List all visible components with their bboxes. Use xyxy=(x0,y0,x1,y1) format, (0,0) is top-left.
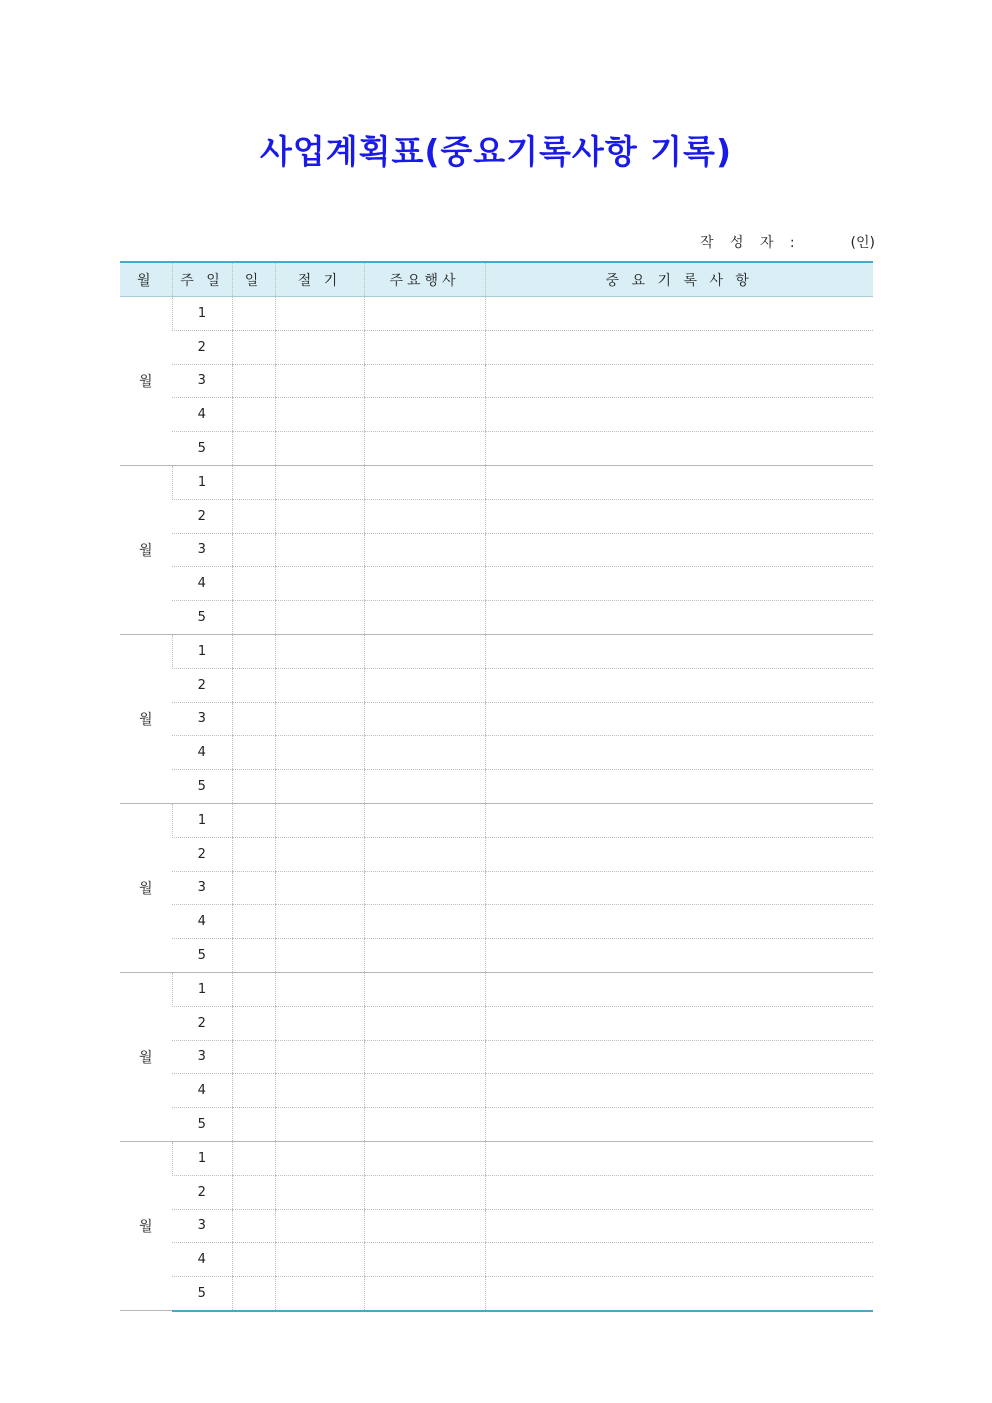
author-seal: (인) xyxy=(850,235,875,251)
table-row xyxy=(120,736,873,770)
table-row xyxy=(120,871,873,905)
month-cell[interactable]: 월 xyxy=(120,297,172,466)
important-notes-cell[interactable] xyxy=(485,533,873,567)
week-cell: 5 xyxy=(172,1108,232,1142)
week-cell: 4 xyxy=(172,398,232,432)
week-cell: 1 xyxy=(172,972,232,1006)
table-row xyxy=(120,601,873,635)
main-event-cell[interactable] xyxy=(364,939,485,973)
main-event-cell[interactable] xyxy=(364,837,485,871)
week-cell: 5 xyxy=(172,1277,232,1311)
week-cell: 5 xyxy=(172,601,232,635)
day-cell[interactable] xyxy=(232,1209,275,1243)
important-notes-cell[interactable] xyxy=(485,1141,873,1175)
day-cell[interactable] xyxy=(232,668,275,702)
season-cell[interactable] xyxy=(275,905,364,939)
table-row xyxy=(120,297,873,331)
important-notes-cell[interactable] xyxy=(485,330,873,364)
day-cell[interactable] xyxy=(232,702,275,736)
table-row xyxy=(120,330,873,364)
week-cell: 4 xyxy=(172,905,232,939)
season-cell[interactable] xyxy=(275,668,364,702)
plan-body xyxy=(120,297,873,1311)
table-row xyxy=(120,1209,873,1243)
week-cell: 3 xyxy=(172,533,232,567)
week-cell: 3 xyxy=(172,364,232,398)
day-cell[interactable] xyxy=(232,1006,275,1040)
table-row xyxy=(120,770,873,804)
main-event-cell[interactable] xyxy=(364,1277,485,1311)
important-notes-cell[interactable] xyxy=(485,837,873,871)
day-cell[interactable] xyxy=(232,1141,275,1175)
important-notes-cell[interactable] xyxy=(485,1277,873,1311)
main-event-cell[interactable] xyxy=(364,533,485,567)
main-event-cell[interactable] xyxy=(364,905,485,939)
day-cell[interactable] xyxy=(232,803,275,837)
week-cell: 3 xyxy=(172,1209,232,1243)
day-cell[interactable] xyxy=(232,297,275,331)
season-cell[interactable] xyxy=(275,533,364,567)
week-cell: 2 xyxy=(172,499,232,533)
season-cell[interactable] xyxy=(275,1277,364,1311)
week-cell: 5 xyxy=(172,939,232,973)
week-cell: 5 xyxy=(172,770,232,804)
table-row xyxy=(120,837,873,871)
week-cell: 3 xyxy=(172,1040,232,1074)
season-cell[interactable] xyxy=(275,1209,364,1243)
header-day: 일 xyxy=(232,262,275,297)
week-cell: 2 xyxy=(172,668,232,702)
table-row xyxy=(120,398,873,432)
season-cell[interactable] xyxy=(275,1243,364,1277)
main-event-cell[interactable] xyxy=(364,702,485,736)
main-event-cell[interactable] xyxy=(364,601,485,635)
important-notes-cell[interactable] xyxy=(485,803,873,837)
season-cell[interactable] xyxy=(275,1108,364,1142)
table-row xyxy=(120,1108,873,1142)
table-row xyxy=(120,533,873,567)
main-event-cell[interactable] xyxy=(364,803,485,837)
season-cell[interactable] xyxy=(275,702,364,736)
week-cell: 1 xyxy=(172,1141,232,1175)
day-cell[interactable] xyxy=(232,432,275,466)
season-cell[interactable] xyxy=(275,499,364,533)
season-cell[interactable] xyxy=(275,398,364,432)
table-row xyxy=(120,1040,873,1074)
main-event-cell[interactable] xyxy=(364,432,485,466)
season-cell[interactable] xyxy=(275,1040,364,1074)
week-cell: 1 xyxy=(172,465,232,499)
important-notes-cell[interactable] xyxy=(485,1175,873,1209)
main-event-cell[interactable] xyxy=(364,770,485,804)
season-cell[interactable] xyxy=(275,297,364,331)
table-row xyxy=(120,939,873,973)
main-event-cell[interactable] xyxy=(364,1006,485,1040)
season-cell[interactable] xyxy=(275,972,364,1006)
day-cell[interactable] xyxy=(232,1277,275,1311)
season-cell[interactable] xyxy=(275,837,364,871)
table-row xyxy=(120,1074,873,1108)
week-cell: 4 xyxy=(172,1074,232,1108)
important-notes-cell[interactable] xyxy=(485,465,873,499)
table-row xyxy=(120,1277,873,1311)
important-notes-cell[interactable] xyxy=(485,1108,873,1142)
season-cell[interactable] xyxy=(275,939,364,973)
day-cell[interactable] xyxy=(232,905,275,939)
main-event-cell[interactable] xyxy=(364,1108,485,1142)
main-event-cell[interactable] xyxy=(364,871,485,905)
season-cell[interactable] xyxy=(275,364,364,398)
day-cell[interactable] xyxy=(232,1108,275,1142)
month-cell[interactable]: 월 xyxy=(120,1141,172,1310)
season-cell[interactable] xyxy=(275,1175,364,1209)
important-notes-cell[interactable] xyxy=(485,1243,873,1277)
header-season: 절 기 xyxy=(275,262,364,297)
main-event-cell[interactable] xyxy=(364,567,485,601)
table-row xyxy=(120,905,873,939)
week-cell: 4 xyxy=(172,1243,232,1277)
main-event-cell[interactable] xyxy=(364,634,485,668)
plan-table xyxy=(120,261,873,1312)
main-event-cell[interactable] xyxy=(364,1175,485,1209)
month-cell[interactable]: 월 xyxy=(120,465,172,634)
day-cell[interactable] xyxy=(232,465,275,499)
table-row xyxy=(120,465,873,499)
main-event-cell[interactable] xyxy=(364,297,485,331)
season-cell[interactable] xyxy=(275,567,364,601)
day-cell[interactable] xyxy=(232,364,275,398)
important-notes-cell[interactable] xyxy=(485,1006,873,1040)
main-event-cell[interactable] xyxy=(364,1040,485,1074)
week-cell: 3 xyxy=(172,702,232,736)
main-event-cell[interactable] xyxy=(364,499,485,533)
header-important-notes: 중 요 기 록 사 항 xyxy=(485,262,873,297)
table-row xyxy=(120,499,873,533)
table-row xyxy=(120,1006,873,1040)
season-cell[interactable] xyxy=(275,465,364,499)
important-notes-cell[interactable] xyxy=(485,601,873,635)
table-row xyxy=(120,1175,873,1209)
season-cell[interactable] xyxy=(275,770,364,804)
season-cell[interactable] xyxy=(275,330,364,364)
important-notes-cell[interactable] xyxy=(485,668,873,702)
week-cell: 2 xyxy=(172,1175,232,1209)
table-row xyxy=(120,1141,873,1175)
table-row xyxy=(120,634,873,668)
season-cell[interactable] xyxy=(275,736,364,770)
day-cell[interactable] xyxy=(232,770,275,804)
important-notes-cell[interactable] xyxy=(485,1209,873,1243)
week-cell: 1 xyxy=(172,297,232,331)
day-cell[interactable] xyxy=(232,533,275,567)
important-notes-cell[interactable] xyxy=(485,364,873,398)
week-cell: 4 xyxy=(172,567,232,601)
day-cell[interactable] xyxy=(232,1040,275,1074)
day-cell[interactable] xyxy=(232,499,275,533)
season-cell[interactable] xyxy=(275,871,364,905)
page-title: 사업계획표(중요기록사항 기록) xyxy=(259,132,733,171)
main-event-cell[interactable] xyxy=(364,972,485,1006)
day-cell[interactable] xyxy=(232,601,275,635)
important-notes-cell[interactable] xyxy=(485,1074,873,1108)
main-event-cell[interactable] xyxy=(364,330,485,364)
day-cell[interactable] xyxy=(232,736,275,770)
week-cell: 1 xyxy=(172,803,232,837)
month-cell[interactable]: 월 xyxy=(120,634,172,803)
main-event-cell[interactable] xyxy=(364,1243,485,1277)
day-cell[interactable] xyxy=(232,1074,275,1108)
day-cell[interactable] xyxy=(232,398,275,432)
important-notes-cell[interactable] xyxy=(485,905,873,939)
week-cell: 1 xyxy=(172,634,232,668)
important-notes-cell[interactable] xyxy=(485,499,873,533)
table-row xyxy=(120,364,873,398)
month-cell[interactable]: 월 xyxy=(120,972,172,1141)
important-notes-cell[interactable] xyxy=(485,770,873,804)
main-event-cell[interactable] xyxy=(364,1209,485,1243)
season-cell[interactable] xyxy=(275,601,364,635)
important-notes-cell[interactable] xyxy=(485,1040,873,1074)
author-line xyxy=(700,232,875,252)
day-cell[interactable] xyxy=(232,939,275,973)
important-notes-cell[interactable] xyxy=(485,634,873,668)
day-cell[interactable] xyxy=(232,871,275,905)
week-cell: 3 xyxy=(172,871,232,905)
day-cell[interactable] xyxy=(232,634,275,668)
main-event-cell[interactable] xyxy=(364,736,485,770)
header-main-event: 주요행사 xyxy=(364,262,485,297)
main-event-cell[interactable] xyxy=(364,398,485,432)
season-cell[interactable] xyxy=(275,1141,364,1175)
important-notes-cell[interactable] xyxy=(485,398,873,432)
important-notes-cell[interactable] xyxy=(485,702,873,736)
week-cell: 2 xyxy=(172,330,232,364)
important-notes-cell[interactable] xyxy=(485,297,873,331)
week-cell: 5 xyxy=(172,432,232,466)
main-event-cell[interactable] xyxy=(364,1074,485,1108)
main-event-cell[interactable] xyxy=(364,668,485,702)
header-row xyxy=(120,262,873,297)
important-notes-cell[interactable] xyxy=(485,432,873,466)
main-event-cell[interactable] xyxy=(364,465,485,499)
table-row xyxy=(120,702,873,736)
season-cell[interactable] xyxy=(275,1074,364,1108)
table-row xyxy=(120,972,873,1006)
table-row xyxy=(120,668,873,702)
important-notes-cell[interactable] xyxy=(485,871,873,905)
season-cell[interactable] xyxy=(275,432,364,466)
table-row xyxy=(120,803,873,837)
author-label: 작 성 자 : xyxy=(700,235,801,251)
table-row xyxy=(120,432,873,466)
day-cell[interactable] xyxy=(232,972,275,1006)
header-month: 월 xyxy=(120,262,172,297)
table-row xyxy=(120,1243,873,1277)
day-cell[interactable] xyxy=(232,1243,275,1277)
table-row xyxy=(120,567,873,601)
important-notes-cell[interactable] xyxy=(485,736,873,770)
season-cell[interactable] xyxy=(275,634,364,668)
important-notes-cell[interactable] xyxy=(485,939,873,973)
week-cell: 2 xyxy=(172,1006,232,1040)
week-cell: 2 xyxy=(172,837,232,871)
main-event-cell[interactable] xyxy=(364,1141,485,1175)
day-cell[interactable] xyxy=(232,567,275,601)
day-cell[interactable] xyxy=(232,330,275,364)
header-week: 주 일 xyxy=(172,262,232,297)
main-event-cell[interactable] xyxy=(364,364,485,398)
important-notes-cell[interactable] xyxy=(485,972,873,1006)
important-notes-cell[interactable] xyxy=(485,567,873,601)
season-cell[interactable] xyxy=(275,803,364,837)
day-cell[interactable] xyxy=(232,1175,275,1209)
season-cell[interactable] xyxy=(275,1006,364,1040)
week-cell: 4 xyxy=(172,736,232,770)
month-cell[interactable]: 월 xyxy=(120,803,172,972)
day-cell[interactable] xyxy=(232,837,275,871)
